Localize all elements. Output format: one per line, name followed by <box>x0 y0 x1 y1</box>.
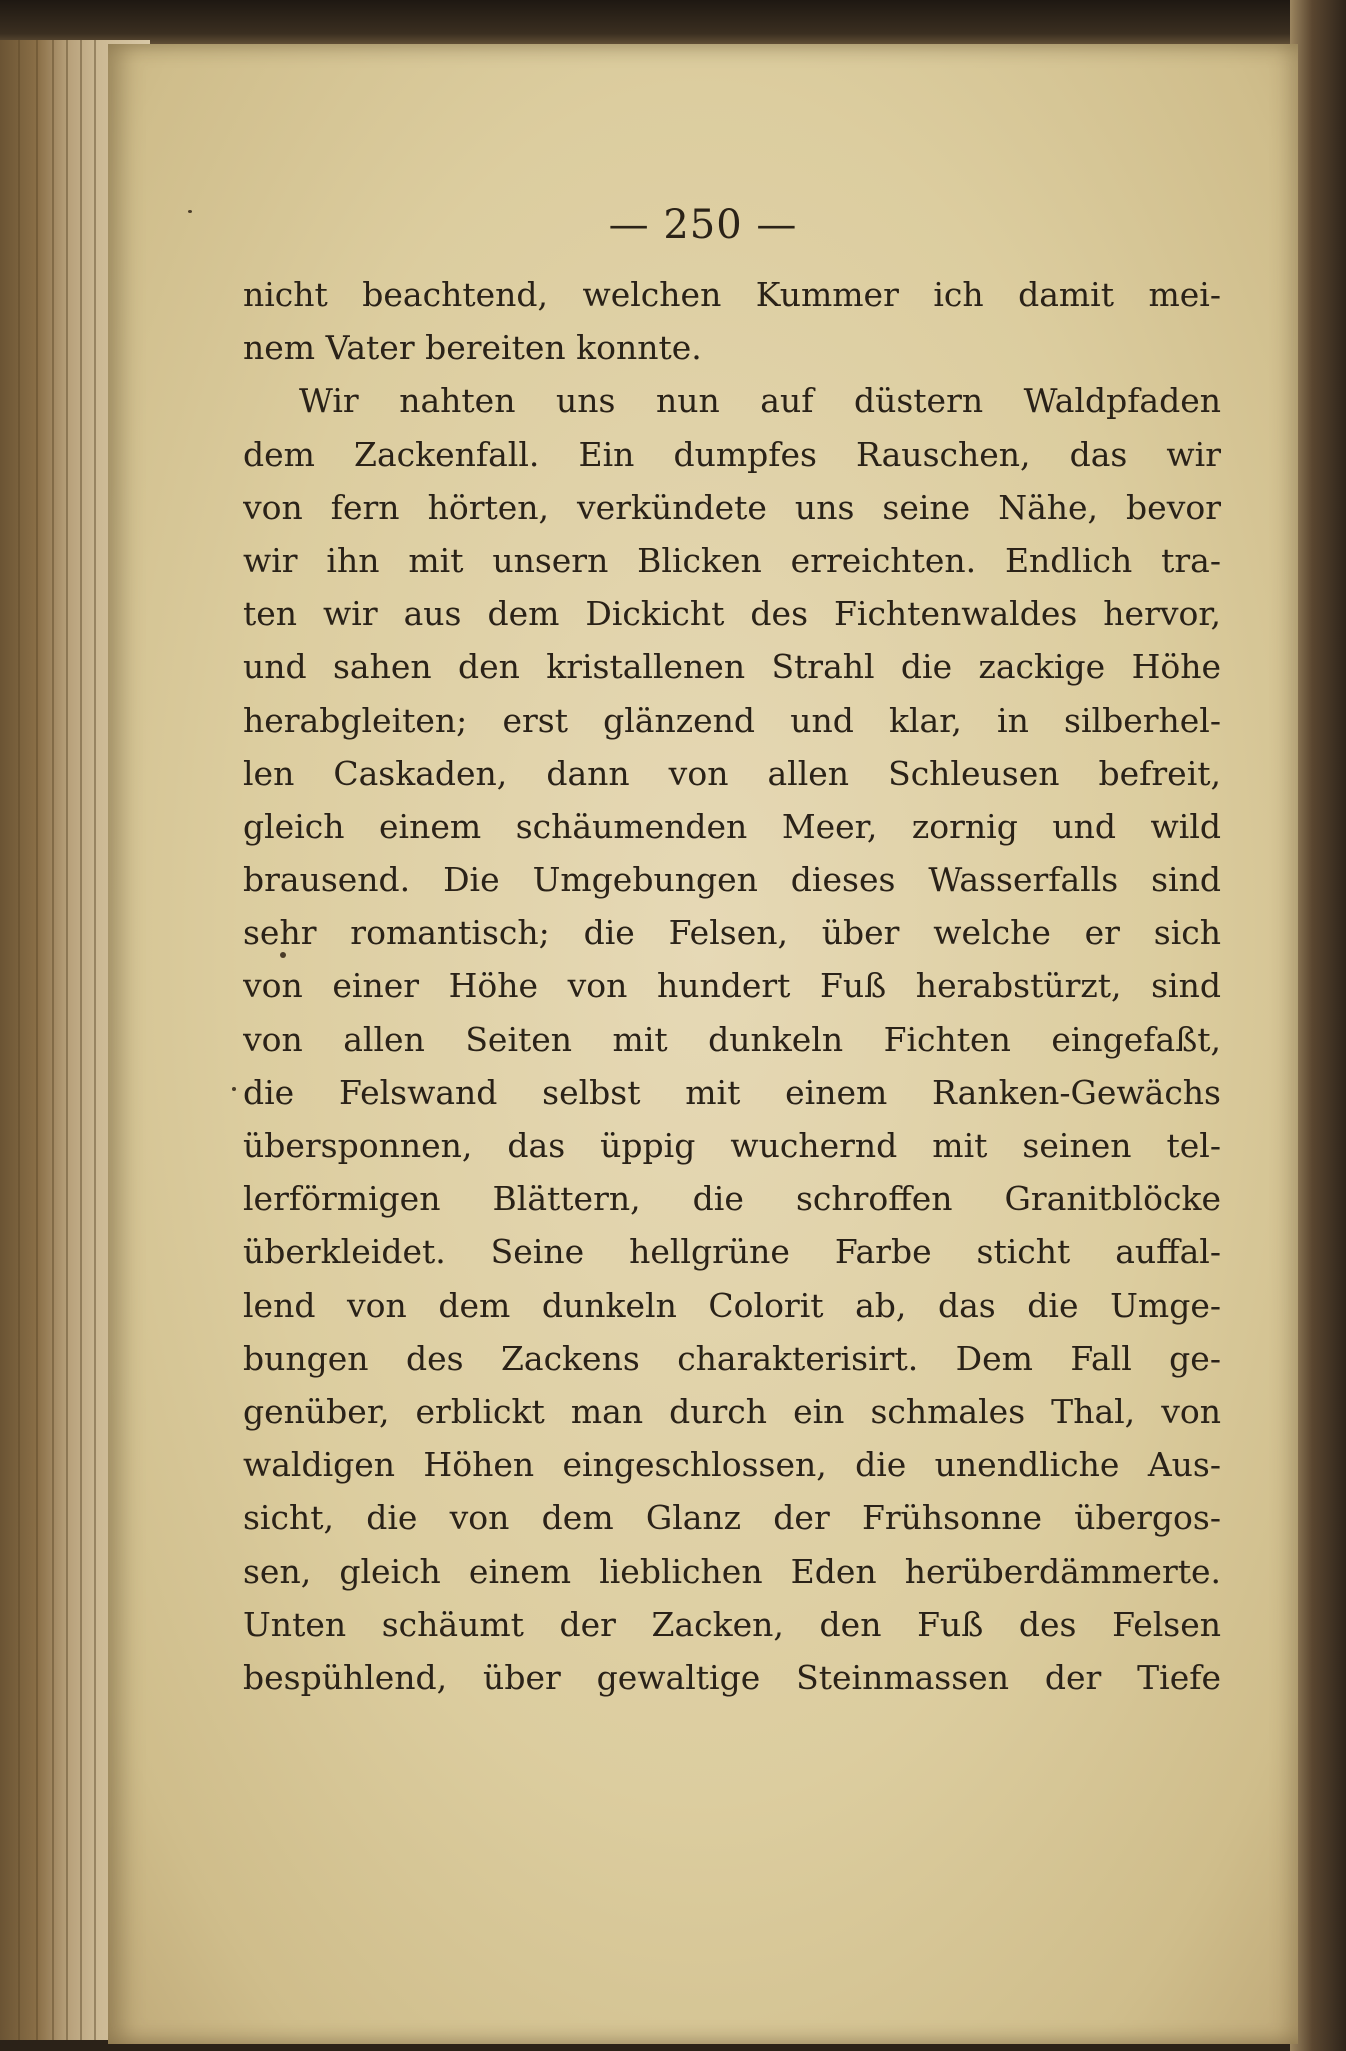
text-line: überkleidet. Seine hellgrüne Farbe sticht auffal- <box>243 1232 1221 1272</box>
text-line: von einer Höhe von hundert Fuß herabstürzt, sind <box>243 966 1221 1006</box>
paper-speck <box>280 952 286 958</box>
top-edge-shadow <box>0 0 1346 48</box>
text-line: bungen des Zackens charakterisirt. Dem Fall ge- <box>243 1338 1221 1378</box>
text-line: sehr romantisch; die Felsen, über welche er sich <box>243 913 1221 953</box>
text-line: dem Zackenfall. Ein dumpfes Rauschen, das wir <box>243 434 1221 474</box>
paper-speck <box>232 1087 236 1091</box>
text-line: gleich einem schäumenden Meer, zornig und wild <box>243 806 1221 846</box>
text-line: len Caskaden, dann von allen Schleusen befreit, <box>243 753 1221 793</box>
text-line: übersponnen, das üppig wuchernd mit seinen tel- <box>243 1126 1221 1165</box>
text-line: brausend. Die Umgebungen dieses Wasserfalls sind <box>243 860 1221 900</box>
text-line: nicht beachtend, welchen Kummer ich damit mei- <box>243 275 1221 314</box>
text-line: sen, gleich einem lieblichen Eden herüberdämmerte. <box>243 1551 1221 1591</box>
text-line: die Felswand selbst mit einem Ranken-Gewächs <box>243 1072 1221 1112</box>
text-line: ten wir aus dem Dickicht des Fichtenwaldes hervor, <box>243 594 1221 634</box>
text-line: sicht, die von dem Glanz der Frühsonne übergos- <box>243 1498 1221 1538</box>
text-line: Wir nahten uns nun auf düstern Waldpfaden <box>299 381 1221 421</box>
text-line: nem Vater bereiten konnte. <box>243 328 702 368</box>
paper-speck <box>188 210 192 213</box>
right-binding-edge <box>1290 0 1346 2051</box>
text-line: lerförmigen Blättern, die schroffen Granitblöcke <box>243 1179 1221 1219</box>
text-line: lend von dem dunkeln Colorit ab, das die Umge- <box>243 1285 1221 1325</box>
text-line: wir ihn mit unsern Blicken erreichten. Endlich tra- <box>243 540 1221 580</box>
text-line: genüber, erblickt man durch ein schmales Thal, von <box>243 1391 1221 1431</box>
text-line: bespühlend, über gewaltige Steinmassen der Tiefe <box>243 1657 1221 1697</box>
text-line: von fern hörten, verkündete uns seine Nähe, bevor <box>243 487 1221 527</box>
text-line: und sahen den kristallenen Strahl die zackige Höhe <box>243 647 1221 687</box>
page-number: — 250 — <box>608 202 798 248</box>
page-text <box>243 268 1221 1704</box>
text-line: von allen Seiten mit dunkeln Fichten eingefaßt, <box>243 1019 1221 1059</box>
text-line: Unten schäumt der Zacken, den Fuß des Felsen <box>243 1604 1221 1644</box>
text-line: herabgleiten; erst glänzend und klar, in silberhel- <box>243 700 1221 740</box>
text-line: waldigen Höhen eingeschlossen, die unendliche Aus- <box>243 1445 1221 1485</box>
